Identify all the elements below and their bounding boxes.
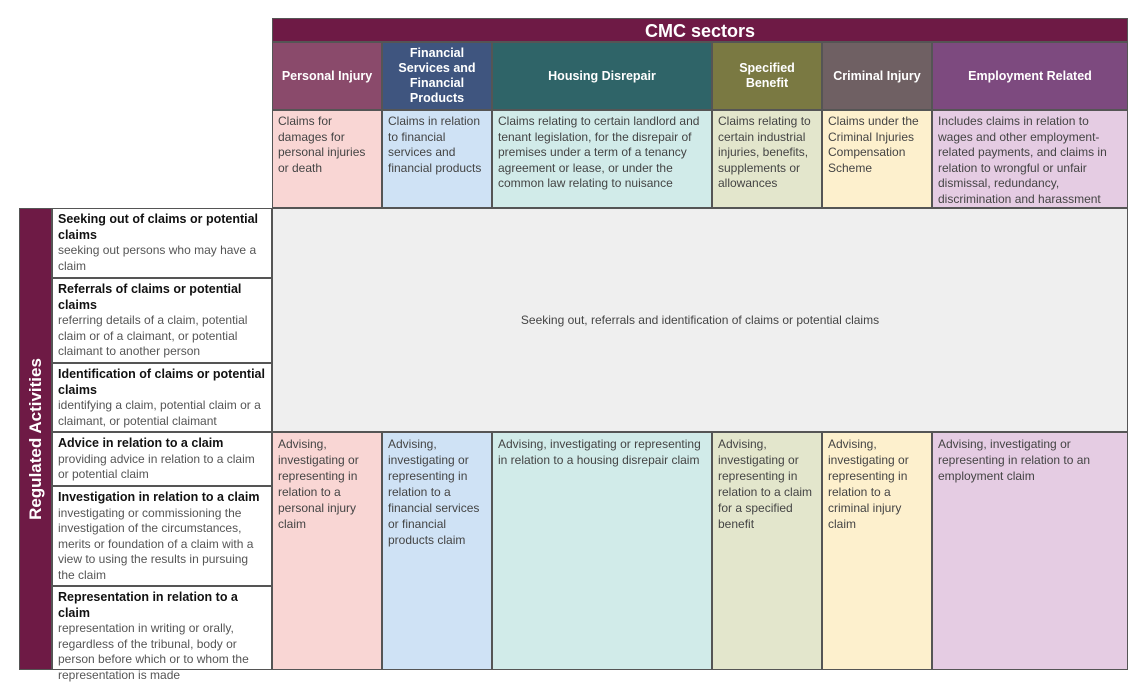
sector-header: Housing Disrepair [492, 42, 712, 110]
sector-description: Claims for damages for personal injuries or death [272, 110, 382, 208]
activity-title: Referrals of claims or potential claims [58, 282, 242, 312]
activity-title: Advice in relation to a claim [58, 436, 224, 450]
shared-activity-text: Seeking out, referrals and identification of claims or potential claims [520, 313, 880, 327]
activity-row [52, 278, 272, 363]
sector-header: Specified Benefit [712, 42, 822, 110]
activity-row [52, 432, 272, 486]
sector-description: Claims relating to certain industrial injuries, benefits, supplements or allowances [712, 110, 822, 208]
activity-row [52, 208, 272, 278]
sector-description: Claims under the Criminal Injuries Compensation Scheme [822, 110, 932, 208]
activity-title: Investigation in relation to a claim [58, 490, 260, 504]
activity-title: Seeking out of claims or potential claims [58, 212, 259, 242]
sector-activities: Advising, investigating or representing in relation to a claim for a specified benefit [712, 432, 822, 670]
sector-header: Criminal Injury [822, 42, 932, 110]
activity-text: seeking out persons who may have a claim [58, 243, 257, 273]
sector-header: Financial Services and Financial Products [382, 42, 492, 110]
sector-activities: Advising, investigating or representing in relation to a personal injury claim [272, 432, 382, 670]
activity-row [52, 486, 272, 586]
sector-activities: Advising, investigating or representing in relation to a housing disrepair claim [492, 432, 712, 670]
sector-description: Claims relating to certain landlord and tenant legislation, for the disrepair of premises under a term of a tenancy agreement or lease, or under the common law relating to nuisance [492, 110, 712, 208]
sector-activities: Advising, investigating or representing in relation to an employment claim [932, 432, 1128, 670]
activity-text: providing advice in relation to a claim or potential claim [58, 451, 255, 481]
shared-activity-cell [272, 208, 1128, 432]
sector-header: Employment Related [932, 42, 1128, 110]
sector-activities: Advising, investigating or representing in relation to a financial services or financial products claim [382, 432, 492, 670]
activity-text: representation in writing or orally, regardless of the tribunal, body or person before which or to whom the representation is made [58, 621, 249, 682]
sector-description: Claims in relation to financial services and financial products [382, 110, 492, 208]
regulated-activities-label [19, 208, 52, 670]
activity-row [52, 586, 272, 682]
activity-title: Representation in relation to a claim [58, 590, 238, 620]
activity-text: referring details of a claim, potential claim or of a claimant, or potential claimant to another person [58, 313, 248, 358]
sector-description: Includes claims in relation to wages and other employment-related payments, and claims in relation to wrongful or unfair dismissal, redundancy, discrimination and harassment [932, 110, 1128, 208]
cmc-sectors-title: CMC sectors [272, 18, 1128, 42]
activity-text: investigating or commissioning the investigation of the circumstances, merits or foundation of a claim with a view to using the results in pursuing the claim [58, 505, 254, 582]
activity-title: Identification of claims or potential claims [58, 367, 265, 397]
activity-row [52, 363, 272, 432]
sector-activities: Advising, investigating or representing in relation to a criminal injury claim [822, 432, 932, 670]
sector-header: Personal Injury [272, 42, 382, 110]
side-label-text: Regulated Activities [25, 358, 45, 520]
activity-text: identifying a claim, potential claim or a claimant, or potential claimant [58, 398, 261, 428]
